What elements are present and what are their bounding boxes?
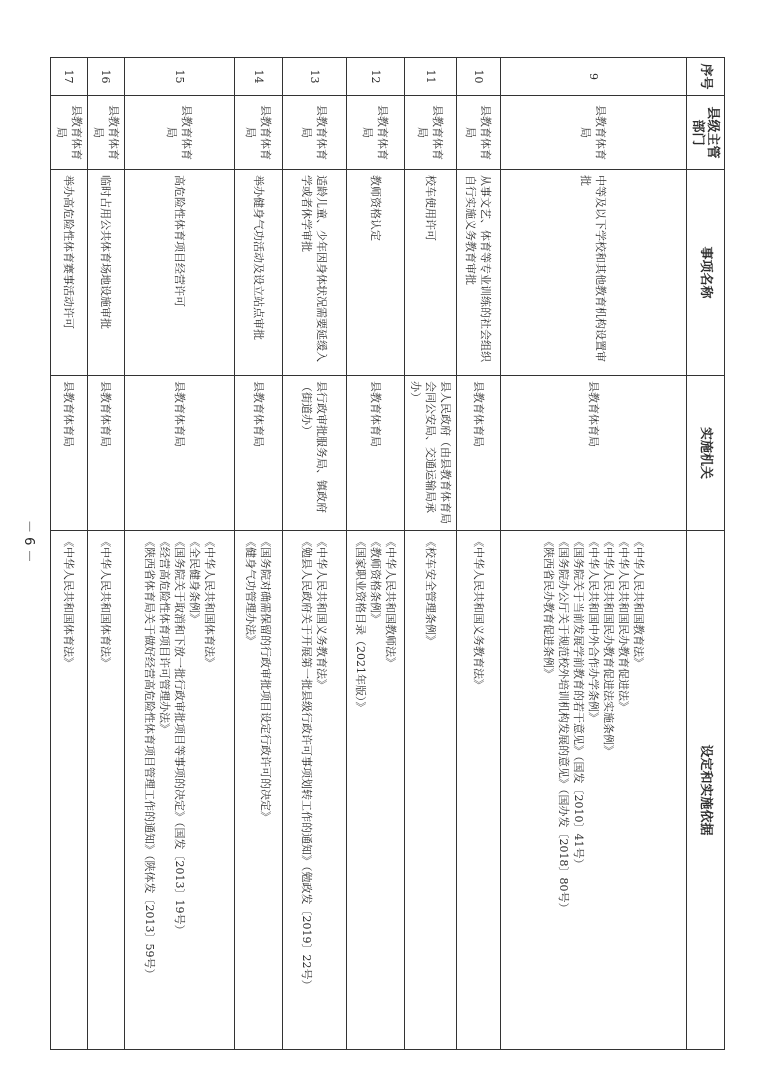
basis-line: 《中华人民共和国教师法》 (384, 536, 397, 668)
table-row (125, 58, 235, 1050)
row-number: 15 (125, 58, 235, 96)
row-agency: 县人民政府（由县教育体育局会同公安局、交通运输局承办） (405, 376, 457, 531)
row-item-name: 教师资格认定 (347, 170, 405, 376)
row-department: 县教育体育局 (283, 96, 347, 170)
table-row (457, 58, 501, 1050)
row-item-name: 适龄儿童、少年因身体状况需要延缓入学或者休学审批 (283, 170, 347, 376)
basis-line: 《陕西省体育局关于做好经营高危险性体育项目管理工作的通知》（陕体发〔2013〕59号） (143, 536, 156, 980)
basis-line: 《国务院关于当前发展学前教育的若干意见》（国发〔2010〕41号） (572, 536, 585, 870)
row-item-name: 中等及以下学校和其他教育机构设置审批 (501, 170, 687, 376)
basis-line: 《陕西省民办教育促进条例》 (542, 536, 555, 679)
row-number: 17 (51, 58, 88, 96)
row-basis (283, 531, 347, 1050)
row-number: 9 (501, 58, 687, 96)
row-agency: 县教育体育局 (235, 376, 283, 531)
row-basis (347, 531, 405, 1050)
row-department: 县教育体育局 (405, 96, 457, 170)
basis-line: 《国务院对确需保留的行政审批项目设定行政许可的决定》 (259, 536, 273, 822)
table-row (405, 58, 457, 1050)
row-department: 县教育体育局 (457, 96, 501, 170)
row-agency: 县教育体育局 (125, 376, 235, 531)
table-row (501, 58, 687, 1050)
basis-line: 《国务院办公厅关于规范校外培训机构发展的意见》（国办发〔2018〕80号） (557, 536, 570, 914)
row-basis (125, 531, 235, 1050)
table-row (88, 58, 125, 1050)
basis-line: 《中华人民共和国体育法》 (203, 536, 216, 668)
row-item-name: 临时占用公共体育场地设施审批 (88, 170, 125, 376)
table-row (235, 58, 283, 1050)
row-agency: 县教育体育局 (51, 376, 88, 531)
row-department: 县教育体育局 (51, 96, 88, 170)
row-basis (457, 531, 501, 1050)
header-item: 事项名称 (687, 170, 725, 376)
basis-line: 《勉县人民政府关于开展第一批县级行政许可事项划转工作的通知》（勉政发〔2019〕22号） (300, 536, 314, 991)
row-basis (235, 531, 283, 1050)
table-row (347, 58, 405, 1050)
row-number: 14 (235, 58, 283, 96)
basis-line: 《校车安全管理条例》 (424, 536, 437, 646)
header-row (687, 58, 725, 1050)
row-item-name: 高危险性体育项目经营许可 (125, 170, 235, 376)
row-agency: 县教育体育局 (457, 376, 501, 531)
basis-line: 《中华人民共和国民办教育促进法实施条例》 (602, 536, 615, 756)
row-item-name: 校车使用许可 (405, 170, 457, 376)
row-agency: 县行政审批服务局、镇政府（街道办） (283, 376, 347, 531)
basis-line: 《中华人民共和国教育法》 (632, 536, 645, 668)
basis-line: 《教师资格条例》 (369, 536, 382, 624)
basis-line: 《健身气功管理办法》 (244, 536, 258, 646)
row-item-name: 举办高危险性体育赛事活动许可 (51, 170, 88, 376)
basis-line: 《中华人民共和国体育法》 (99, 536, 113, 668)
table-body (51, 58, 687, 1050)
row-department: 县教育体育局 (347, 96, 405, 170)
header-basis: 设定和实施依据 (687, 531, 725, 1050)
row-basis (88, 531, 125, 1050)
row-item-name: 从事文艺、体育等专业训练的社会组织自行实施义务教育审批 (457, 170, 501, 376)
table-row (51, 58, 88, 1050)
basis-line: 《国家职业资格目录（2021年版）》 (354, 536, 367, 713)
basis-line: 《经营高危险性体育项目许可管理办法》 (158, 536, 171, 734)
header-agency: 实施机关 (687, 376, 725, 531)
row-department: 县教育体育局 (88, 96, 125, 170)
basis-line: 《全民健身条例》 (188, 536, 201, 624)
basis-line: 《中华人民共和国义务教育法》 (472, 536, 485, 690)
basis-line: 《国务院关于取消和下放一批行政审批项目等事项的决定》（国发〔2013〕19号） (173, 536, 186, 936)
basis-line: 《中华人民共和国体育法》 (62, 536, 76, 668)
row-department: 县教育体育局 (501, 96, 687, 170)
row-number: 10 (457, 58, 501, 96)
permit-table (50, 57, 725, 1050)
row-basis (405, 531, 457, 1050)
row-basis (501, 531, 687, 1050)
row-agency: 县教育体育局 (88, 376, 125, 531)
row-number: 16 (88, 58, 125, 96)
row-department: 县教育体育局 (235, 96, 283, 170)
basis-line: 《中华人民共和国中外合作办学条例》 (587, 536, 600, 723)
row-agency: 县教育体育局 (501, 376, 687, 531)
header-no: 序号 (687, 58, 725, 96)
row-number: 11 (405, 58, 457, 96)
row-department: 县教育体育局 (125, 96, 235, 170)
row-item-name: 举办健身气功活动及设立站点审批 (235, 170, 283, 376)
basis-line: 《中华人民共和国民办教育促进法》 (617, 536, 630, 712)
table-row (283, 58, 347, 1050)
row-number: 12 (347, 58, 405, 96)
row-number: 13 (283, 58, 347, 96)
basis-line: 《中华人民共和国义务教育法》 (315, 536, 329, 690)
page-number: － 6 － (21, 520, 36, 563)
header-dept: 县级主管部门 (687, 96, 725, 170)
row-agency: 县教育体育局 (347, 376, 405, 531)
row-basis (51, 531, 88, 1050)
